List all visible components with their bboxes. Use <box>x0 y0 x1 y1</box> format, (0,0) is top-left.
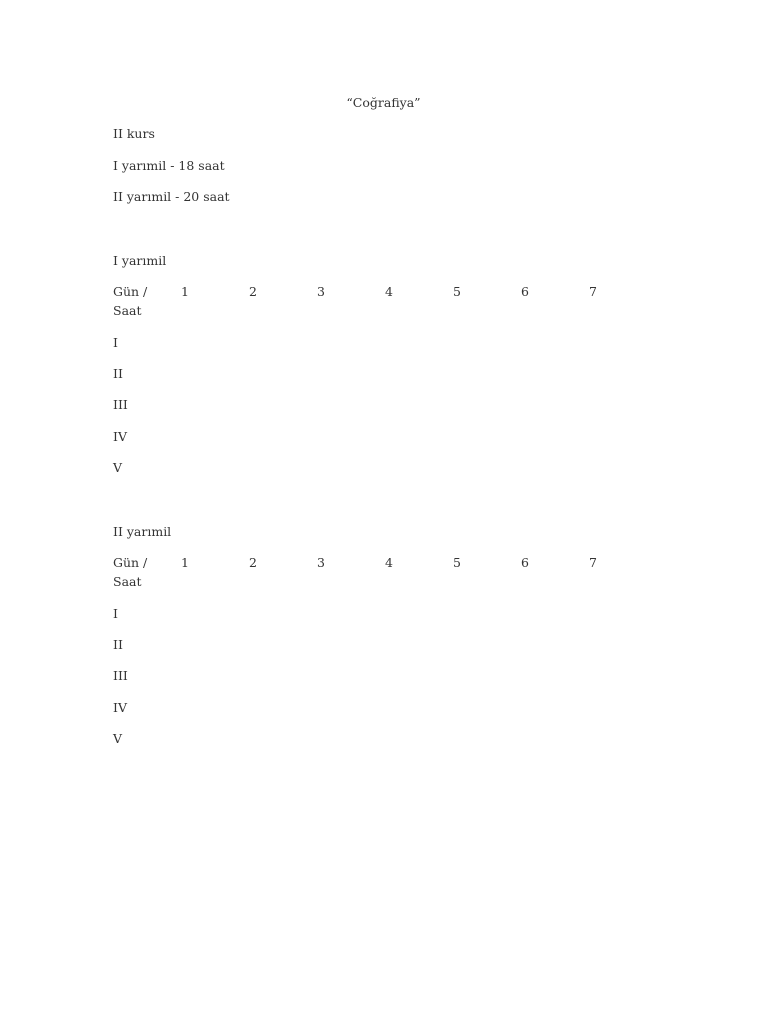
hour-header: 1 <box>181 554 189 570</box>
hour-header: 4 <box>385 554 393 570</box>
table-row <box>113 729 657 760</box>
course-label: II kurs <box>113 126 155 142</box>
hour-header: 3 <box>317 554 325 570</box>
hour-header: 7 <box>589 283 597 299</box>
semester-heading: I yarımil <box>113 252 167 268</box>
day-label: II <box>113 637 123 652</box>
document-title: “Coğrafiya” <box>346 95 421 110</box>
day-label: III <box>113 668 128 684</box>
table-row <box>113 333 657 364</box>
hour-header: 2 <box>249 283 257 299</box>
table-header-row <box>113 553 657 604</box>
hour-header: 3 <box>317 283 325 299</box>
hour-header: 1 <box>181 283 189 299</box>
day-label: III <box>113 397 128 413</box>
hour-header: 6 <box>521 283 529 299</box>
day-label: V <box>113 731 123 747</box>
corner-label: Gün / Saat <box>113 554 148 590</box>
hour-header: 4 <box>385 283 393 299</box>
semester-heading: II yarımil <box>113 523 172 539</box>
day-label: V <box>113 460 123 476</box>
semester-1-section <box>113 251 673 490</box>
day-label: II <box>113 366 123 381</box>
table-row <box>113 604 657 635</box>
semester-2-section <box>113 522 673 761</box>
table-header-row <box>113 282 657 333</box>
table-row <box>113 698 657 729</box>
day-label: I <box>113 605 118 621</box>
hour-header: 7 <box>589 554 597 570</box>
spacer <box>113 219 673 251</box>
day-label: IV <box>113 428 127 444</box>
hour-header: 5 <box>453 554 461 570</box>
spacer <box>113 490 673 522</box>
table-row <box>113 364 657 395</box>
document-page <box>113 93 673 761</box>
table-row <box>113 395 657 426</box>
table-row <box>113 458 657 489</box>
hour-header: 6 <box>521 554 529 570</box>
table-row <box>113 635 657 666</box>
semester-2-hours: II yarımil - 20 saat <box>113 189 230 205</box>
day-label: I <box>113 334 118 350</box>
hour-header: 5 <box>453 283 461 299</box>
hour-header: 2 <box>249 554 257 570</box>
semester-1-hours: I yarımil - 18 saat <box>113 157 225 173</box>
day-label: IV <box>113 699 127 715</box>
table-row <box>113 427 657 458</box>
schedule-table <box>113 553 657 761</box>
corner-label: Gün / Saat <box>113 283 148 319</box>
table-row <box>113 666 657 697</box>
schedule-table <box>113 282 657 490</box>
